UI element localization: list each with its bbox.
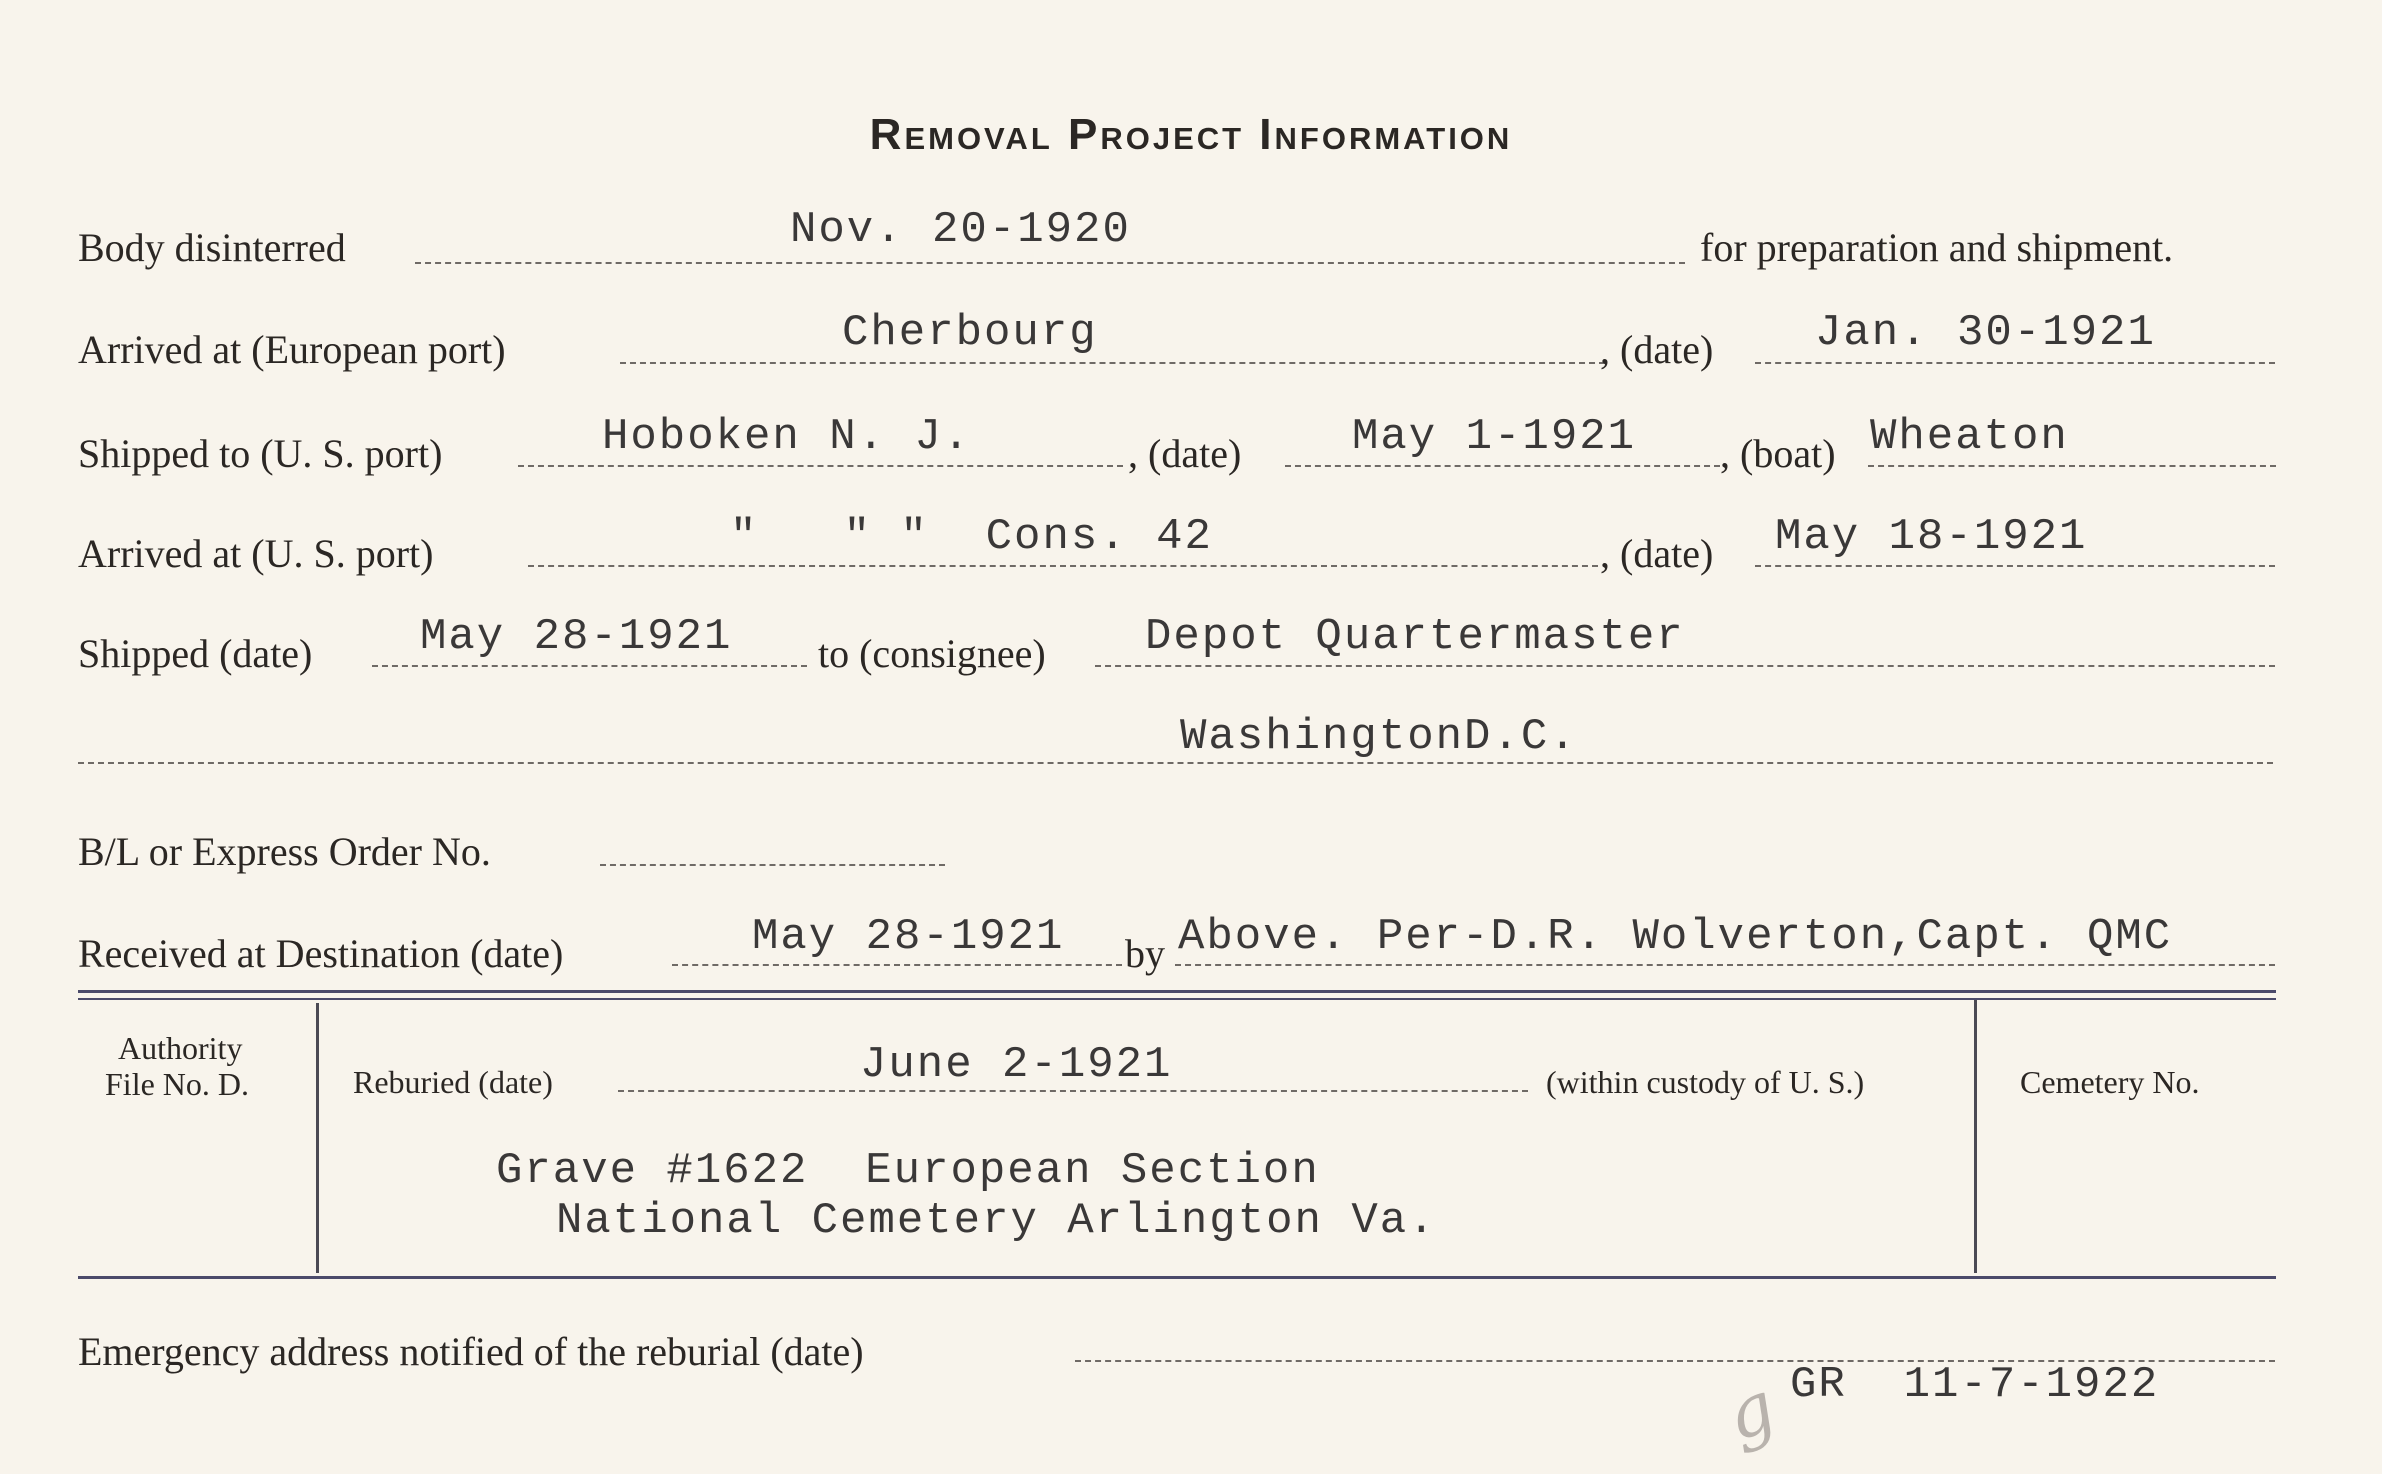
disinterred-value: Nov. 20-1920 (790, 205, 1131, 255)
shipped-us-label: Shipped to (U. S. port) (78, 431, 443, 476)
received-label: Received at Destination (date) (78, 931, 564, 976)
boat-value: Wheaton (1870, 412, 2069, 462)
shipped-us-date-label: , (date) (1128, 431, 1242, 476)
received-date-line (672, 964, 1122, 966)
box-divider-right (1974, 1000, 1977, 1273)
shipped-us-date: May 1-1921 (1352, 412, 1637, 462)
arrived-us-date-label: , (date) (1600, 531, 1714, 576)
disinterred-suffix: for preparation and shipment. (1700, 225, 2174, 270)
arrived-eu-value: Cherbourg (842, 308, 1098, 358)
box-top-rule (78, 990, 2276, 993)
disinterred-line (415, 262, 1685, 264)
arrived-us-date-line (1755, 565, 2275, 567)
shipped-us-line (518, 465, 1123, 467)
reburied-date: June 2-1921 (860, 1040, 1173, 1090)
consignee-value-2: WashingtonD.C. (1180, 712, 1578, 762)
received-by: Above. Per-D.R. Wolverton,Capt. QMC (1178, 912, 2173, 962)
arrived-us-label: Arrived at (U. S. port) (78, 531, 434, 576)
arrived-us-line (528, 565, 1598, 567)
gr-stamp: GR 11-7-1922 (1790, 1360, 2160, 1410)
arrived-eu-date: Jan. 30-1921 (1815, 308, 2156, 358)
received-date: May 28-1921 (752, 912, 1065, 962)
grave-line-2: National Cemetery Arlington Va. (556, 1196, 1437, 1246)
card-title: Removal Project Information (869, 110, 1513, 159)
bl-line (600, 864, 945, 866)
arrived-eu-line (620, 362, 1605, 364)
arrived-eu-label: Arrived at (European port) (78, 327, 506, 372)
custody-label: (within custody of U. S.) (1546, 1064, 1865, 1100)
shipped-date-label: Shipped (date) (78, 631, 313, 676)
authority-label: Authority (118, 1030, 243, 1066)
received-by-label: by (1125, 931, 1165, 976)
pencil-mark: g (1715, 1364, 1786, 1458)
grave-line-1: Grave #1622 European Section (496, 1146, 1320, 1196)
consignee-line (1095, 665, 2275, 667)
shipped-date-line (372, 665, 807, 667)
received-by-line (1175, 964, 2275, 966)
shipped-us-value: Hoboken N. J. (602, 412, 972, 462)
reburied-line (618, 1090, 1528, 1092)
arrived-eu-date-label: , (date) (1600, 327, 1714, 372)
shipped-date-value: May 28-1921 (420, 612, 733, 662)
boat-label: , (boat) (1720, 431, 1836, 476)
box-top-rule-inner (78, 998, 2276, 1000)
consignee-label: to (consignee) (818, 631, 1046, 676)
boat-line (1868, 465, 2276, 467)
disinterred-label: Body disinterred (78, 225, 346, 270)
consignee-value: Depot Quartermaster (1145, 612, 1685, 662)
bl-label: B/L or Express Order No. (78, 829, 491, 874)
reburied-label: Reburied (date) (353, 1064, 553, 1100)
box-divider-left (316, 1003, 319, 1273)
emergency-label: Emergency address notified of the reburial (date) (78, 1329, 864, 1374)
arrived-us-date: May 18-1921 (1775, 512, 2088, 562)
shipped-us-date-line (1285, 465, 1720, 467)
arrived-us-value: " " " Cons. 42 (730, 512, 1213, 562)
file-no-label: File No. D. (105, 1066, 249, 1102)
arrived-eu-date-line (1755, 362, 2275, 364)
box-bottom-rule (78, 1276, 2276, 1279)
cemetery-no-label: Cemetery No. (2020, 1064, 2200, 1100)
consignee-line-2 (78, 762, 2273, 764)
